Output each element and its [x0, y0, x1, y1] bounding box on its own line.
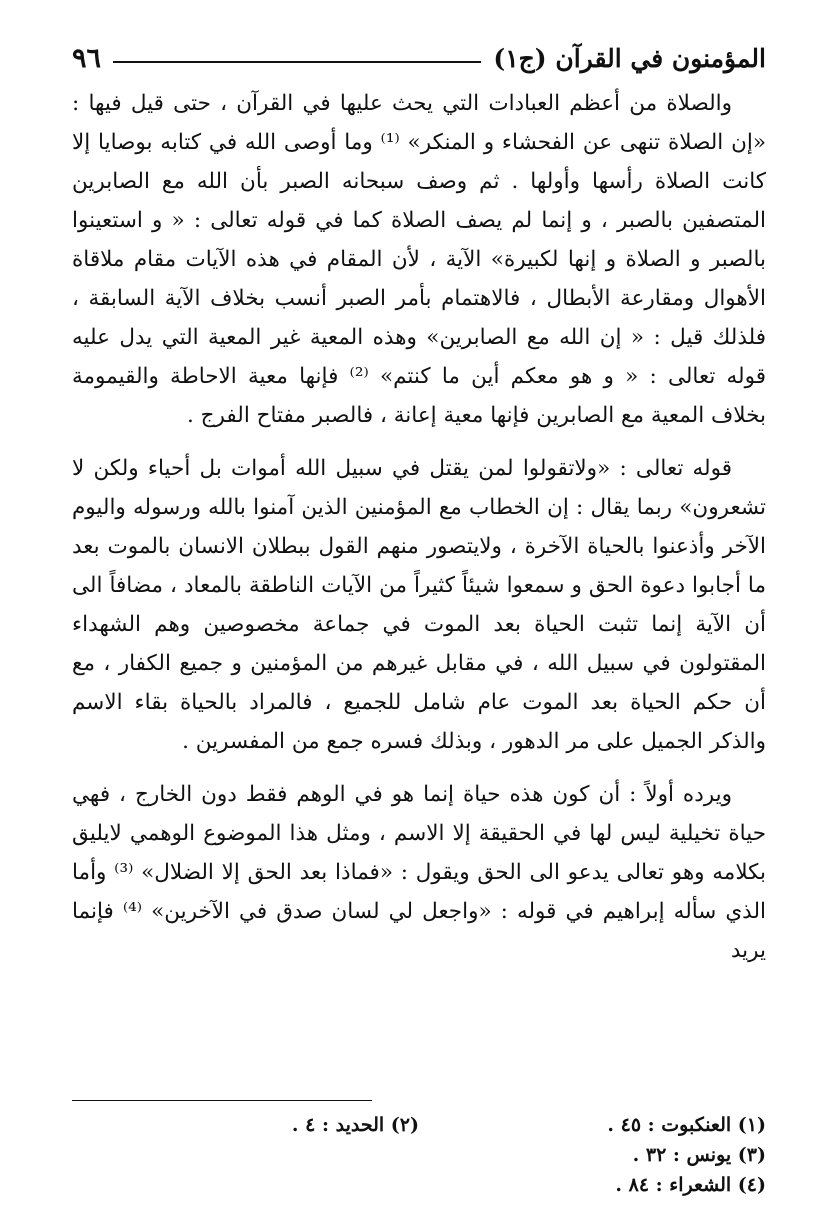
body-text — [72, 84, 766, 970]
paragraph-2: قوله تعالى : «ولاتقولوا لمن يقتل في سبيل الله أموات بل أحياء ولكن لا تشعرون» ربما يقال : إن الخطاب مع المؤمنين الذين آمنوا بالله ورسوله واليوم الآخر وأذعنوا بالحياة الآخرة ، ولايتصور منهم القول ببطلان الانسان بالموت بعد ما أجابوا دعوة الحق و سمعوا شيئاً كثيراً من الآيات الناطقة بالمعاد ، مضافاً الى أن الآية إنما تثبت الحياة بعد الموت في جماعة مخصوصين وهم الشهداء المقتولون في سبيل الله ، في مقابل غيرهم من المؤمنين و جميع الكفار ، مع أن حكم الحياة بعد الموت عام شامل للجميع ، فالمراد بالحياة بقاء الاسم والذكر الجميل على مر الدهور ، وبذلك فسره جمع من المفسرين . — [72, 456, 766, 754]
footnote-1: (١) العنكبوت : ٤٥ . — [607, 1114, 766, 1136]
footnotes — [72, 1110, 766, 1200]
footnote-2: (٢) الحديد : ٤ . — [291, 1114, 419, 1136]
footnote-row — [72, 1170, 766, 1200]
footnote-4: (٤) الشعراء : ٨٤ . — [615, 1174, 766, 1196]
footnote-rule — [72, 1100, 372, 1101]
page-number: ٩٦ — [72, 42, 102, 74]
footnote-row — [72, 1140, 766, 1170]
header-rule — [113, 61, 481, 63]
footnote-row — [72, 1110, 766, 1140]
footnote-3: (٣) يونس : ٣٢ . — [632, 1144, 766, 1166]
paragraph-3: ويرده أولاً : أن كون هذه حياة إنما هو في الوهم فقط دون الخارج ، فهي حياة تخيلية ليس لها في الحقيقة إلا الاسم ، ومثل هذا الموضوع الوهمي لايليق بكلامه وهو تعالى يدعو الى الحق ويقول : «فماذا بعد الحق إلا الضلال» ⁽³⁾ وأما الذي سأله إبراهيم في قوله : «واجعل لي لسان صدق في الآخرين» ⁽⁴⁾ فإنما يريد — [72, 782, 766, 963]
paragraph-1: والصلاة من أعظم العبادات التي يحث عليها في القرآن ، حتى قيل فيها : «إن الصلاة تنهى عن الفحشاء و المنكر» ⁽¹⁾ وما أوصى الله في كتابه بوصايا إلا كانت الصلاة رأسها وأولها . ثم وصف سبحانه الصبر بأن الله مع الصابرين المتصفين بالصبر ، و إنما لم يصف الصلاة كما في قوله تعالى : « و استعينوا بالصبر و الصلاة و إنها لكبيرة» الآية ، لأن المقام في هذه الآيات مقام ملاقاة الأهوال ومقارعة الأبطال ، فالاهتمام بأمر الصبر أنسب بخلاف الآية السابقة ، فلذلك قيل : « إن الله مع الصابرين» وهذه المعية غير المعية التي يدل عليه قوله تعالى : « و هو معكم أين ما كنتم» ⁽²⁾ فإنها معية الاحاطة والقيمومة بخلاف المعية مع الصابرين فإنها معية إعانة ، فالصبر مفتاح الفرج . — [72, 91, 766, 428]
page-header — [72, 38, 766, 78]
running-title: المؤمنون في القرآن (ج١) — [493, 43, 766, 73]
